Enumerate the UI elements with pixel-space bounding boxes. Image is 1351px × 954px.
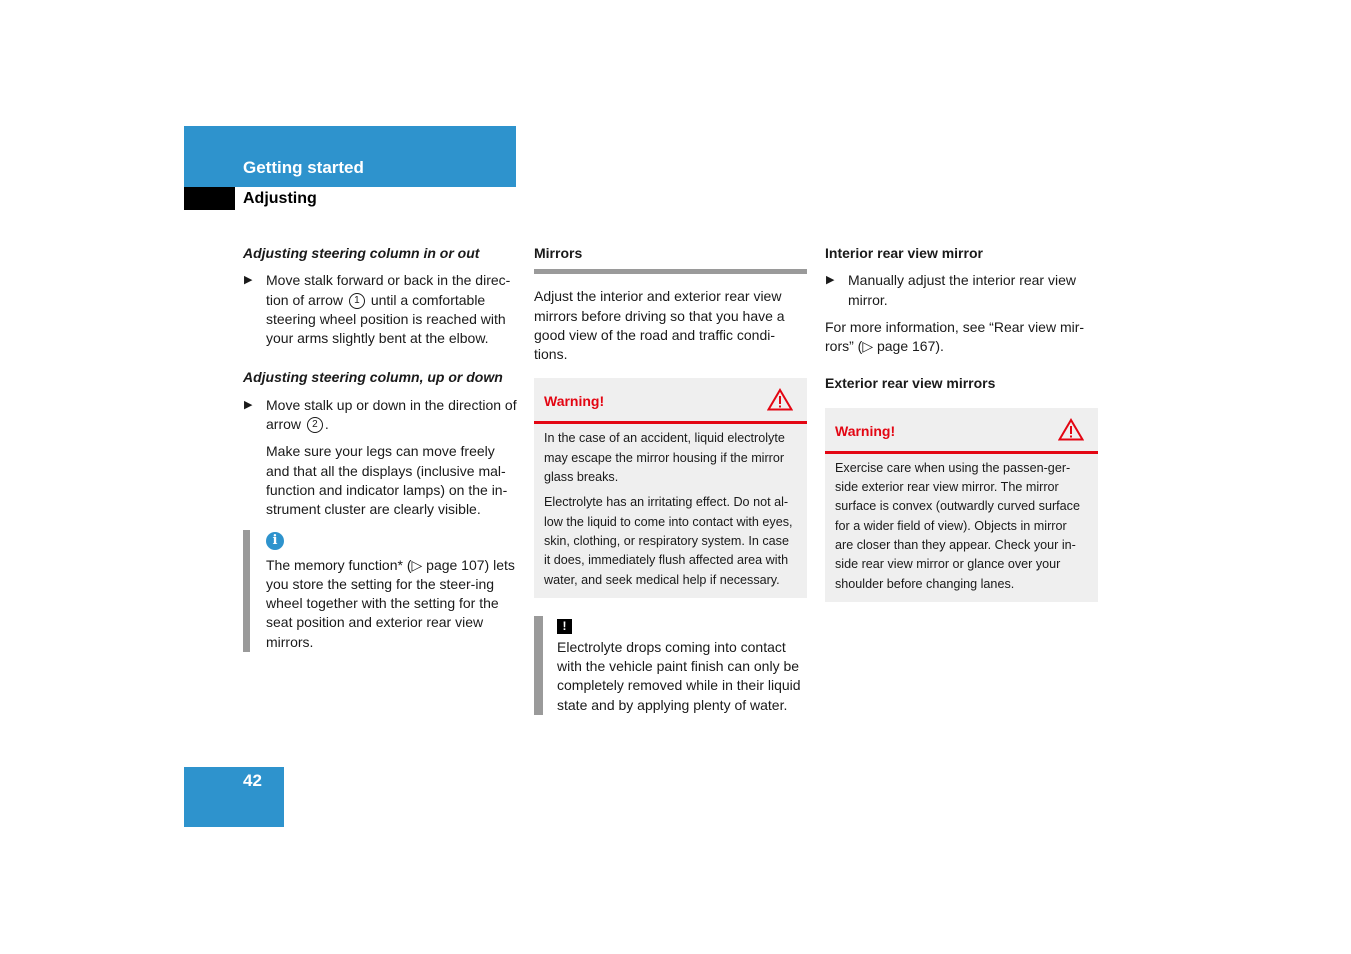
column-3 xyxy=(825,244,1098,602)
warning-header xyxy=(825,408,1098,454)
subsection-title: Adjusting xyxy=(243,190,317,207)
warning-body: In the case of an accident, liquid electrolyte may escape the mirror housing if the mirror glass breaks. Electrolyte has an irritating effect. Do not al-low the liquid to come into contact with eyes, skin, clothing, or respiratory system. In case it does, immediately flush affected area with water, and seek medical help if necessary. xyxy=(544,431,793,587)
note-text: Electrolyte drops coming into contact with the vehicle paint finish can only be completely removed while in their liquid state and by applying plenty of water. xyxy=(557,638,801,713)
heading-interior-mirror: Interior rear view mirror xyxy=(825,245,983,261)
legs-note: Make sure your legs can move freely and that all the displays (inclusive mal-function and indicator lamps) on the in-strument cluster are clearly visible. xyxy=(266,443,508,518)
column-2 xyxy=(534,244,807,715)
instruction-in-out: ▶ Move stalk forward or back in the direc-tion of arrow 1 until a comfortable steering wheel position is reached with your arms slightly bent at the elbow. xyxy=(244,272,511,347)
instruction-up-down: ▶ Move stalk up or down in the direction of arrow 2 . xyxy=(244,396,517,433)
warning-triangle-icon xyxy=(1058,418,1084,441)
heading-mirrors: Mirrors xyxy=(534,245,583,261)
instruction-interior-mirror: ▶ Manually adjust the interior rear view mirror. xyxy=(826,272,1076,308)
mirrors-intro: Adjust the interior and exterior rear view mirrors before driving so that you have a good view of the road and traffic condi-tions. xyxy=(534,288,785,363)
warning-box-exterior xyxy=(825,408,1098,602)
info-icon: i xyxy=(266,532,284,550)
section-rule xyxy=(534,269,807,274)
warning-title: Warning! xyxy=(835,422,896,439)
bullet-arrow-icon: ▶ xyxy=(244,398,253,411)
header-marker xyxy=(184,187,235,210)
note-box xyxy=(534,616,807,715)
warning-header xyxy=(534,378,807,424)
arrow-2-icon: 2 xyxy=(307,417,323,433)
warning-box-electrolyte xyxy=(534,378,807,597)
section-title: Getting started xyxy=(243,158,364,177)
arrow-1-icon: 1 xyxy=(349,293,365,309)
info-box xyxy=(243,530,518,652)
bullet-arrow-icon: ▶ xyxy=(826,274,835,287)
warning-triangle-icon xyxy=(767,388,793,411)
info-text: The memory function* (▷ page 107) lets you store the setting for the steer-ing wheel together with the setting for the seat position and exterior rear view mirrors. xyxy=(266,556,515,650)
page-number-band xyxy=(184,767,284,827)
heading-up-down: Adjusting steering column, up or down xyxy=(243,369,503,386)
exclamation-icon: ! xyxy=(557,619,572,634)
warning-title: Warning! xyxy=(544,393,605,410)
column-1 xyxy=(243,244,518,652)
heading-exterior-mirrors: Exterior rear view mirrors xyxy=(825,375,996,392)
heading-in-out: Adjusting steering column in or out xyxy=(243,245,480,261)
bullet-arrow-icon: ▶ xyxy=(244,274,253,287)
more-info: For more information, see “Rear view mir-rors” (▷ page 167). xyxy=(825,318,1085,355)
page-number: 42 xyxy=(243,771,262,790)
warning-body: Exercise care when using the passen-ger-side exterior rear view mirror. The mirror surface is convex (outwardly curved surface for a wider field of view). Objects in mirror are closer than they appear. Check your in-side rear view mirror or glance over your shoulder before changing lanes. xyxy=(835,460,1080,591)
